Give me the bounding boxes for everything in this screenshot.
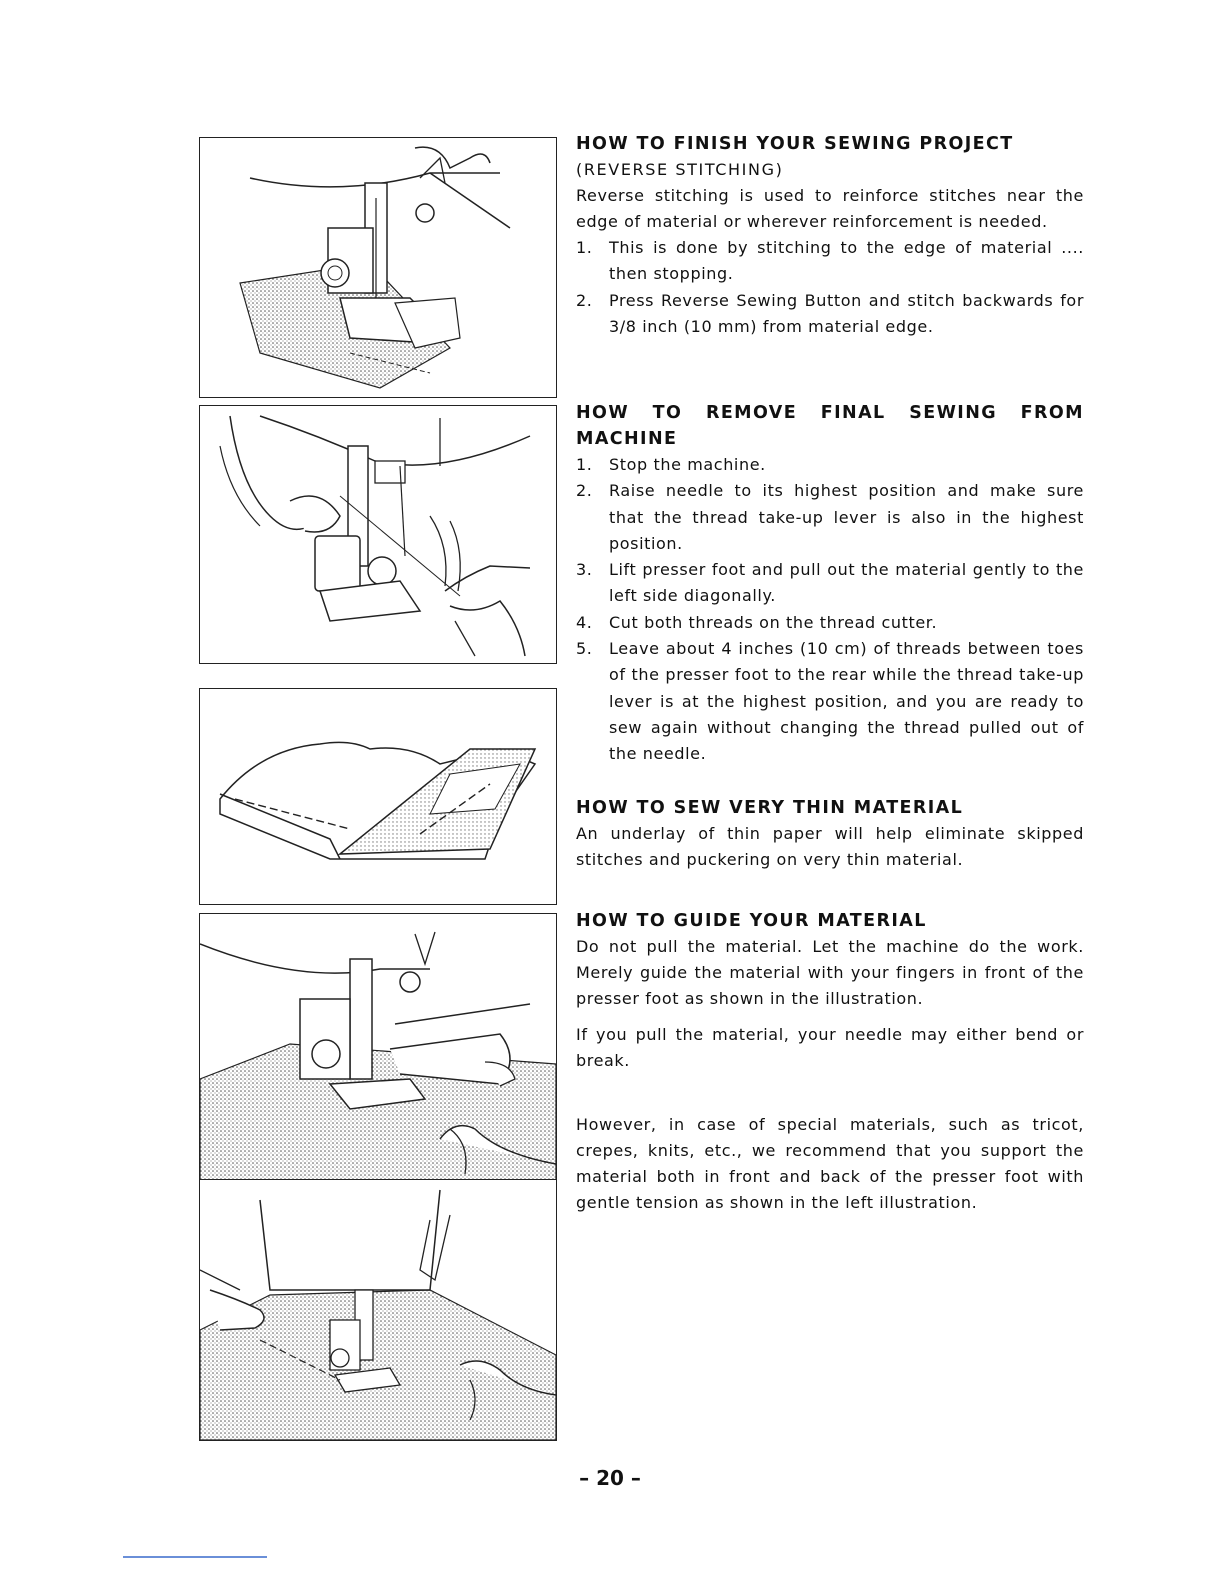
remove-sewing-drawing bbox=[200, 406, 556, 663]
finish-sewing-section bbox=[576, 131, 1084, 340]
remove-steps bbox=[576, 452, 1084, 768]
step-number: 2. bbox=[576, 290, 593, 310]
step-number: 4. bbox=[576, 612, 593, 632]
step-text: Cut both threads on the thread cutter. bbox=[609, 612, 938, 632]
guide-heading: HOW TO GUIDE YOUR MATERIAL bbox=[576, 911, 927, 931]
footer-underline bbox=[123, 1556, 267, 1558]
step-text: Leave about 4 inches (10 cm) of threads between toes of the presser foot to the rear while the thread take-up lever is at the highest position, and you are ready to sew again without changing the thread pulled out of the needle. bbox=[609, 639, 1084, 764]
remove-heading-line2: MACHINE bbox=[576, 429, 678, 449]
list-item bbox=[576, 288, 1084, 341]
finish-subheading: (REVERSE STITCHING) bbox=[576, 160, 784, 179]
page-number: – 20 – bbox=[579, 1466, 641, 1490]
supporting-material-illustration bbox=[199, 1179, 557, 1441]
guiding-material-illustration bbox=[199, 913, 557, 1181]
step-text: Stop the machine. bbox=[609, 455, 766, 474]
guide-material-section bbox=[576, 908, 1084, 1216]
step-number: 3. bbox=[576, 560, 593, 580]
remove-heading-line1: HOW TO REMOVE FINAL SEWING FROM bbox=[576, 403, 1084, 423]
list-item bbox=[576, 636, 1084, 767]
guiding-material-drawing bbox=[200, 914, 556, 1180]
reverse-stitching-drawing bbox=[200, 138, 556, 397]
finish-heading: HOW TO FINISH YOUR SEWING PROJECT bbox=[576, 134, 1014, 154]
list-item bbox=[576, 557, 1084, 610]
list-item bbox=[576, 478, 1084, 557]
guide-para2: If you pull the material, your needle may either bend or break. bbox=[576, 1025, 1084, 1070]
thin-heading: HOW TO SEW VERY THIN MATERIAL bbox=[576, 798, 964, 818]
supporting-material-drawing bbox=[200, 1180, 556, 1440]
remove-sewing-section bbox=[576, 400, 1084, 768]
step-text: Lift presser foot and pull out the material gently to the left side diagonally. bbox=[609, 560, 1084, 606]
list-item bbox=[576, 235, 1084, 288]
finish-intro: Reverse stitching is used to reinforce stitches near the edge of material or wherever reinforcement is needed. bbox=[576, 186, 1084, 231]
step-number: 1. bbox=[576, 238, 593, 257]
thin-text: An underlay of thin paper will help eliminate skipped stitches and puckering on very thin material. bbox=[576, 824, 1084, 869]
step-number: 5. bbox=[576, 639, 593, 659]
guide-para3: However, in case of special materials, such as tricot, crepes, knits, etc., we recommend that you support the material both in front and back of the presser foot with gentle tension as shown in the left illustration. bbox=[576, 1115, 1084, 1212]
step-number: 2. bbox=[576, 481, 593, 501]
finish-steps bbox=[576, 235, 1084, 340]
thin-paper-underlay-illustration bbox=[199, 688, 557, 905]
list-item bbox=[576, 610, 1084, 636]
step-text: Raise needle to its highest position and make sure that the thread take-up lever is also in the highest position. bbox=[609, 481, 1084, 553]
step-text: Press Reverse Sewing Button and stitch backwards for 3/8 inch (10 mm) from material edge. bbox=[609, 290, 1084, 336]
reverse-stitching-illustration bbox=[199, 137, 557, 398]
list-item bbox=[576, 452, 1084, 478]
remove-sewing-illustration bbox=[199, 405, 557, 664]
step-number: 1. bbox=[576, 455, 593, 474]
thin-paper-underlay-drawing bbox=[200, 689, 556, 904]
thin-material-section bbox=[576, 795, 1084, 873]
guide-para1: Do not pull the material. Let the machine do the work. Merely guide the material with your fingers in front of the presser foot as shown in the illustration. bbox=[576, 937, 1084, 1008]
step-text: This is done by stitching to the edge of material .... then stopping. bbox=[609, 238, 1084, 284]
